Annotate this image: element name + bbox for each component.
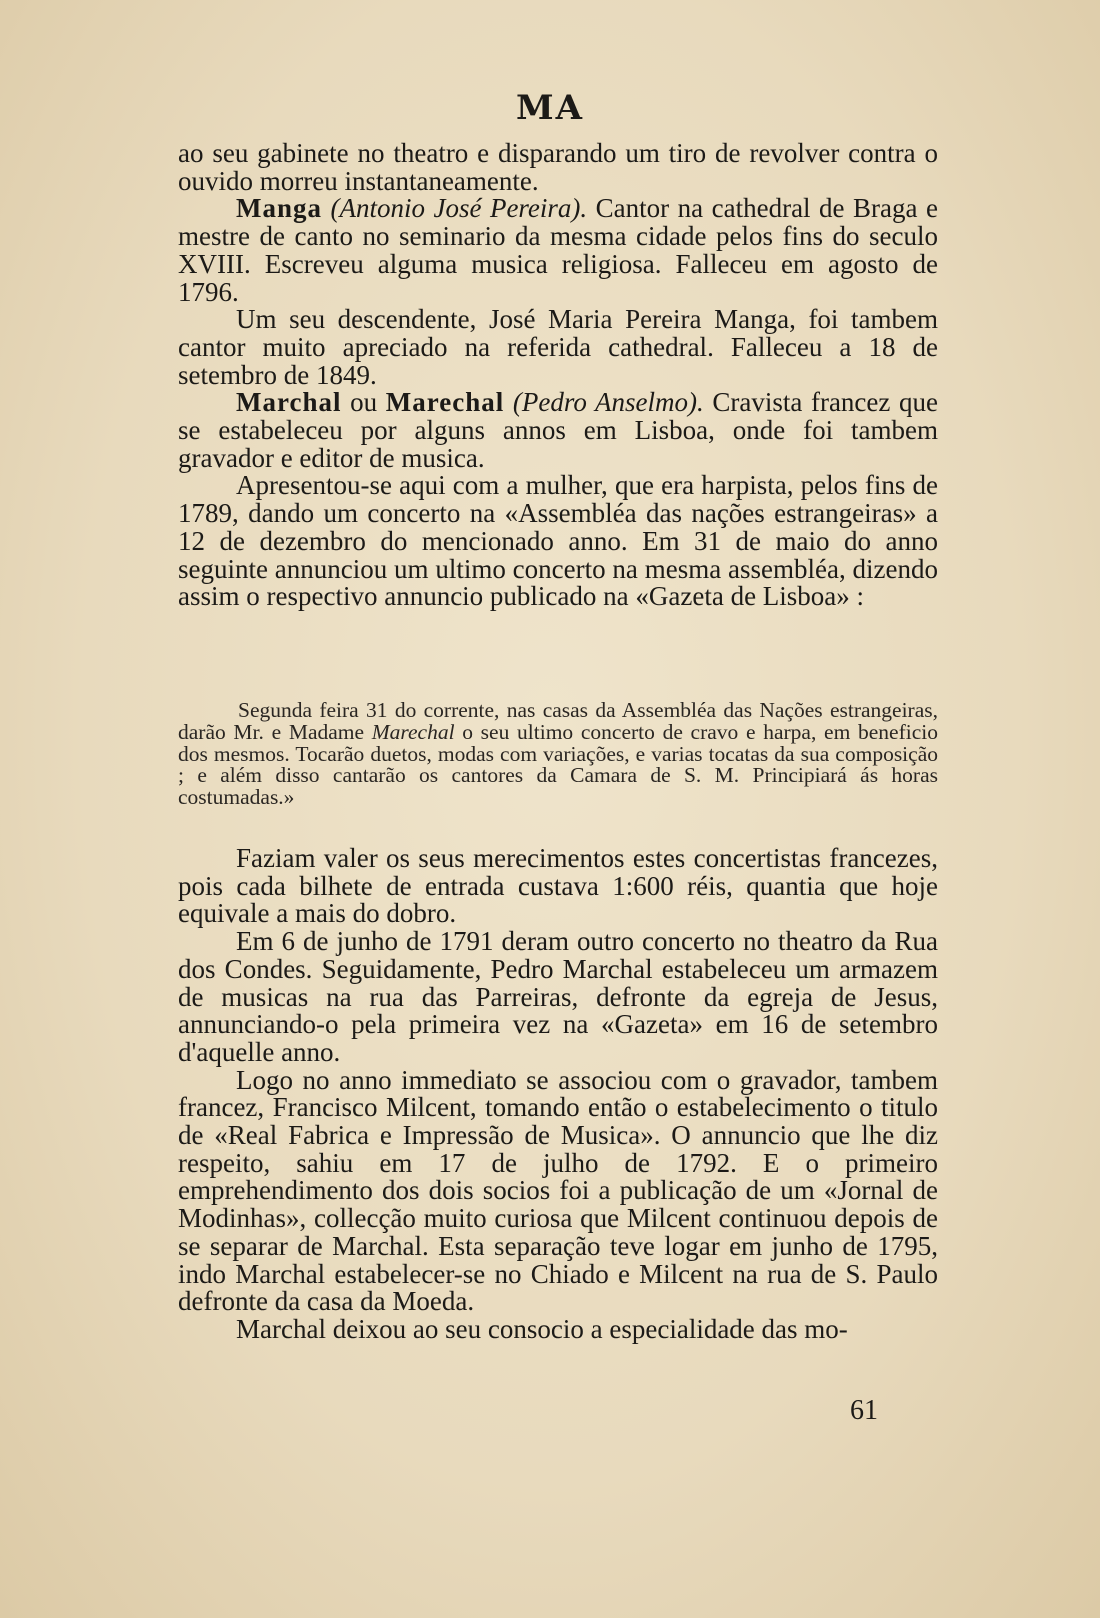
entry-text-marchal: Cravista francez que se estabeleceu por alguns annos em Lisboa, onde foi tambem gravador e editor de musica. (178, 387, 939, 473)
quote-name: Marechal (371, 719, 455, 744)
quote-text-2: o seu ultimo concerto de cravo e harpa, em beneficio dos mesmos. Tocarão duetos, modas com variações, e varias tocatas da sua composição ; e além disso cantarão os cantores da Camara de S. M. Principiará ás horas costumadas.» (178, 719, 938, 810)
paragraph-junho: Em 6 de junho de 1791 deram outro concerto no theatro da Rua dos Condes. Seguidamente, Pedro Marchal estabeleceu um armazem de musicas na rua das Parreiras, defronte da egreja de Jesus, annunciando-o pela primeira vez na «Gazeta» em 16 de setembro d'aquelle anno. (178, 926, 938, 1067)
paragraph-continuation: ao seu gabinete no theatro e disparando um tiro de revolver contra o ouvido morreu instantaneamente. (178, 138, 938, 196)
entry-name-marchal: (Pedro Anselmo). (504, 387, 704, 418)
entry-manga (178, 195, 938, 306)
entry-ou: ou (341, 387, 386, 418)
paragraph-faziam: Faziam valer os seus merecimentos estes concertistas francezes, pois cada bilhete de entrada custava 1:600 réis, quantia que hoje equivale a mais do dobro. (178, 843, 938, 929)
quoted-announcement (178, 700, 938, 809)
entry-marchal (178, 389, 938, 472)
quote-text-1: Segunda feira 31 do corrente, nas casas da Assembléa das Nações estrangeiras, darão Mr. e Madame (178, 698, 938, 744)
entry-name-manga: (Antonio José Pereira). (330, 193, 588, 224)
paragraph-descendente: Um seu descendente, José Maria Pereira Manga, foi tambem cantor muito apreciado na referida cathedral. Falleceu a 18 de setembro de 1849. (178, 304, 938, 390)
entry-heading-marchal: Marchal (236, 387, 342, 418)
entry-heading-manga: Manga (236, 193, 322, 224)
entry-text-manga: Cantor na cathedral de Braga e mestre de canto no seminario da mesma cidade pelos fins do seculo XVIII. Escreveu alguma musica religiosa. Falleceu em agosto de 1796. (178, 193, 938, 307)
paragraph-apresentou: Apresentou-se aqui com a mulher, que era harpista, pelos fins de 1789, dando um concerto na «Assembléa das nações estrangeiras» a 12 de dezembro do mencionado anno. Em 31 de maio do anno seguinte annunciou um ultimo concerto na mesma assembléa, dizendo assim o respectivo annuncio publicado na «Gazeta de Lisboa» : (178, 470, 938, 612)
entry-heading-marechal: Marechal (385, 387, 505, 418)
running-header: MA (515, 88, 584, 128)
text-block-top (178, 140, 938, 611)
paragraph-logo: Logo no anno immediato se associou com o gravador, tambem francez, Francisco Milcent, tomando então o estabelecimento o titulo de «Real Fabrica e Impressão de Musica». O annuncio que lhe diz respeito, sahiu em 17 de julho de 1792. E o primeiro emprehendimento dos dois socios foi a publicação de um «Jornal de Modinhas», collecção muito curiosa que Milcent continuou depois de se separar de Marchal. Esta separação teve logar em junho de 1795, indo Marchal estabelecer-se no Chiado e Milcent na rua de S. Paulo defronte da casa da Moeda. (178, 1064, 938, 1317)
text-block-bottom (178, 845, 938, 1344)
paragraph-marchal-deixou: Marchal deixou ao seu consocio a especialidade das mo- (236, 1313, 848, 1344)
page-number: 61 (850, 1395, 878, 1426)
